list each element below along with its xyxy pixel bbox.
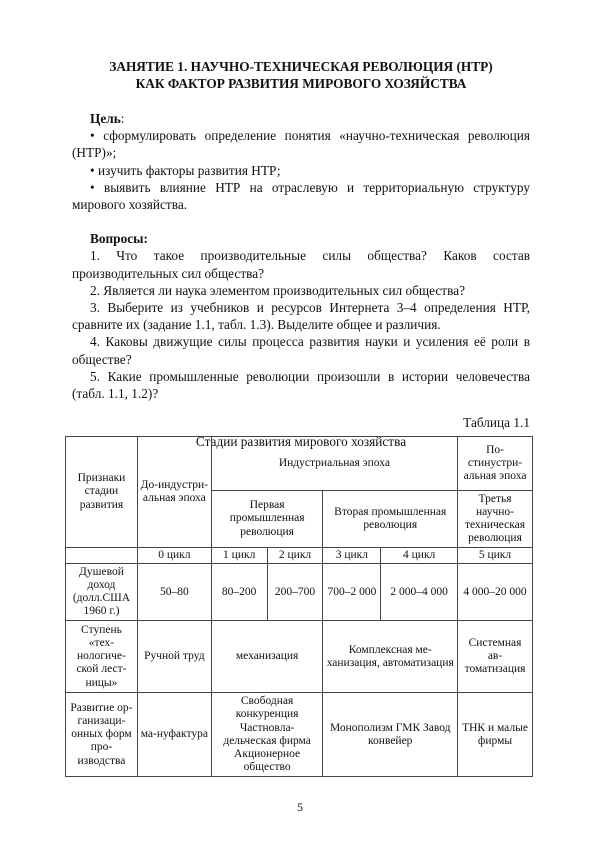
cell: 80–200 bbox=[211, 564, 267, 621]
questions-label: Вопросы: bbox=[90, 231, 148, 247]
cycle: 1 цикл bbox=[211, 548, 267, 564]
cell: Свободная конкуренция Частновла-дельческая фирма Акционерное общество bbox=[211, 693, 323, 777]
cell: Ручной труд bbox=[137, 621, 211, 693]
goal-label: Цель bbox=[90, 111, 121, 126]
title bbox=[72, 58, 530, 92]
question: 4. Каковы движущие силы процесса развития науки и усиления её роли в обществе? bbox=[72, 334, 530, 367]
cell: ма-нуфактура bbox=[137, 693, 211, 777]
cell: механизация bbox=[211, 621, 323, 693]
cell: 50–80 bbox=[137, 564, 211, 621]
question: 5. Какие промышленные революции произошли в истории человечества (табл. 1.1, 1.2)? bbox=[72, 368, 530, 402]
row-label: Душевой доход (долл.США 1960 г.) bbox=[66, 564, 138, 621]
header-third-revolution: Третья научно-техническая революция bbox=[458, 491, 533, 548]
header-first-revolution: Первая промышленная революция bbox=[211, 491, 323, 548]
title-line: КАК ФАКТОР РАЗВИТИЯ МИРОВОГО ХОЗЯЙСТВА bbox=[135, 76, 467, 91]
cell: 4 000–20 000 bbox=[458, 564, 533, 621]
goal-item: • изучить факторы развития НТР; bbox=[90, 162, 281, 178]
cell: Комплексная ме-ханизация, автоматизация bbox=[323, 621, 458, 693]
row-label: Развитие ор-ганизаци-онных форм про-изводства bbox=[66, 693, 138, 777]
header-postindustrial: По-стинустри-альная эпоха bbox=[458, 437, 533, 491]
question: 2. Является ли наука элементом производительных сил общества? bbox=[90, 282, 466, 298]
cycle: 3 цикл bbox=[323, 548, 381, 564]
empty-cell bbox=[66, 548, 138, 564]
cell: 700–2 000 bbox=[323, 564, 381, 621]
header-industrial: Индустриальная эпоха bbox=[211, 437, 457, 491]
question: 1. Что такое производительные силы общества? Каков состав производительных сил общества? bbox=[72, 248, 530, 281]
goal-section: Цель: • сформулировать определение понятия «научно-техническая революция (НТР)»; • изучить факторы развития НТР; • выявить влияние НТР на отраслевую и территориальную структуру мирового хозяйства. bbox=[72, 111, 530, 213]
goal-item: • выявить влияние НТР на отраслевую и территориальную структуру мирового хозяйства. bbox=[72, 179, 530, 213]
cell: Монополизм ГМК Завод конвейер bbox=[323, 693, 458, 777]
title-line: ЗАНЯТИЕ 1. НАУЧНО-ТЕХНИЧЕСКАЯ РЕВОЛЮЦИЯ (НТР) bbox=[109, 59, 493, 74]
goal-item: • сформулировать определение понятия «научно-техническая революция (НТР)»; bbox=[72, 128, 530, 161]
stages-table bbox=[65, 436, 533, 777]
cell: Системная ав-томатизация bbox=[458, 621, 533, 693]
table-row bbox=[66, 564, 533, 621]
page-body bbox=[72, 58, 530, 451]
header-second-revolution: Вторая промышленная революция bbox=[323, 491, 458, 548]
cycle: 2 цикл bbox=[267, 548, 323, 564]
table-caption: Стадии развития мирового хозяйства bbox=[195, 434, 407, 450]
cycle: 0 цикл bbox=[137, 548, 211, 564]
cell: 2 000–4 000 bbox=[381, 564, 458, 621]
cycle: 4 цикл bbox=[381, 548, 458, 564]
table-number: Таблица 1.1 bbox=[463, 415, 530, 431]
cycle: 5 цикл bbox=[458, 548, 533, 564]
row-label: Ступень «тех-нологиче-ской лест-ницы» bbox=[66, 621, 138, 693]
cell: ТНК и малые фирмы bbox=[458, 693, 533, 777]
question: 3. Выберите из учебников и ресурсов Интернета 3–4 определения НТР, сравните их (задание 1.1, табл. 1.3). Выделите общее и различия. bbox=[72, 300, 530, 333]
header-preindustrial: До-индустри-альная эпоха bbox=[137, 437, 211, 548]
header-signs: Признаки стадии развития bbox=[66, 437, 138, 548]
questions-section bbox=[72, 230, 530, 402]
cell: 200–700 bbox=[267, 564, 323, 621]
table-row bbox=[66, 621, 533, 693]
page-number: 5 bbox=[297, 800, 303, 814]
table-row bbox=[66, 693, 533, 777]
